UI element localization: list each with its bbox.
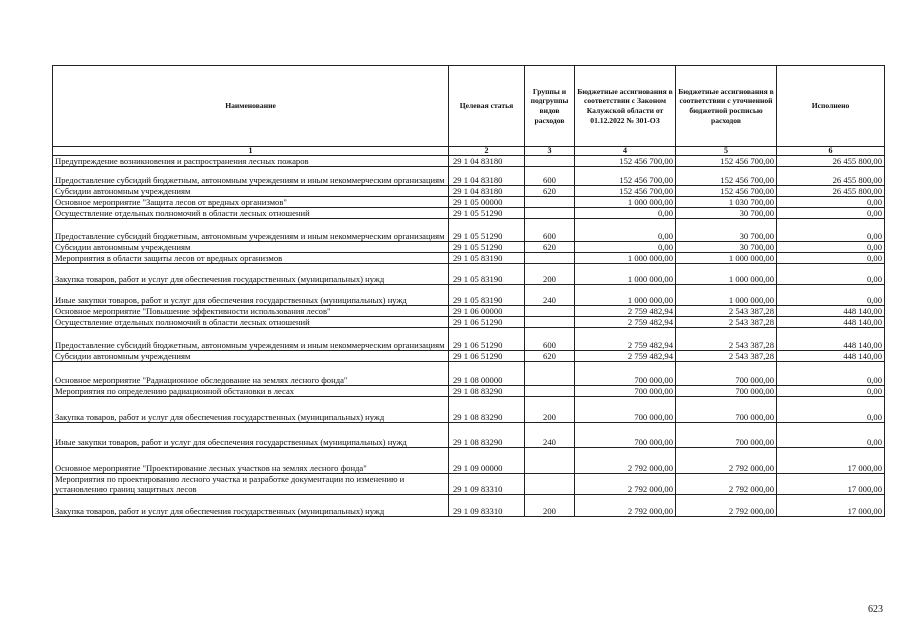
budget-table bbox=[52, 65, 885, 517]
row-target-article-cell: 29 1 09 83310 bbox=[449, 495, 525, 517]
row-executed-amount-cell: 0,00 bbox=[777, 386, 885, 397]
header-name: Наименование bbox=[53, 66, 449, 147]
table-row bbox=[53, 167, 885, 186]
row-law-amount-cell: 700 000,00 bbox=[575, 362, 676, 386]
row-target-article-cell: 29 1 05 51290 bbox=[449, 242, 525, 253]
table-row bbox=[53, 351, 885, 362]
row-name-cell: Закупка товаров, работ и услуг для обеспечения государственных (муниципальных) нужд bbox=[53, 495, 449, 517]
row-name-cell: Мероприятия по проектированию лесного участка и разработке документации по изменению и установлению границ защитных лесов bbox=[53, 474, 449, 495]
row-target-article-cell: 29 1 06 00000 bbox=[449, 306, 525, 317]
row-target-article-cell: 29 1 05 83190 bbox=[449, 264, 525, 285]
row-name-cell: Предоставление субсидий бюджетным, автономным учреждениям и иным некоммерческим организациям bbox=[53, 219, 449, 242]
row-refined-amount-cell: 152 456 700,00 bbox=[676, 186, 777, 197]
row-law-amount-cell: 2 759 482,94 bbox=[575, 317, 676, 328]
row-refined-amount-cell: 1 000 000,00 bbox=[676, 285, 777, 306]
row-expense-group-cell bbox=[525, 317, 575, 328]
row-name-cell: Основное мероприятие "Радиационное обследование на землях лесного фонда" bbox=[53, 362, 449, 386]
row-law-amount-cell: 0,00 bbox=[575, 208, 676, 219]
table-row bbox=[53, 242, 885, 253]
row-expense-group-cell: 600 bbox=[525, 328, 575, 351]
row-law-amount-cell: 152 456 700,00 bbox=[575, 167, 676, 186]
table-row bbox=[53, 197, 885, 208]
row-executed-amount-cell: 0,00 bbox=[777, 397, 885, 423]
row-law-amount-cell: 700 000,00 bbox=[575, 423, 676, 448]
table-row bbox=[53, 219, 885, 242]
table-row bbox=[53, 285, 885, 306]
row-expense-group-cell: 240 bbox=[525, 423, 575, 448]
table-row bbox=[53, 448, 885, 474]
row-expense-group-cell bbox=[525, 197, 575, 208]
header-target-article: Целевая статья bbox=[449, 66, 525, 147]
row-law-amount-cell: 2 792 000,00 bbox=[575, 495, 676, 517]
row-executed-amount-cell: 26 455 800,00 bbox=[777, 156, 885, 167]
row-expense-group-cell: 620 bbox=[525, 242, 575, 253]
row-law-amount-cell: 700 000,00 bbox=[575, 386, 676, 397]
table-body bbox=[53, 156, 885, 517]
row-name-cell: Основное мероприятие "Повышение эффективности использования лесов" bbox=[53, 306, 449, 317]
row-refined-amount-cell: 2 543 387,28 bbox=[676, 306, 777, 317]
row-refined-amount-cell: 152 456 700,00 bbox=[676, 156, 777, 167]
header-row bbox=[53, 66, 885, 147]
row-refined-amount-cell: 2 543 387,28 bbox=[676, 328, 777, 351]
row-law-amount-cell: 2 759 482,94 bbox=[575, 328, 676, 351]
row-expense-group-cell: 600 bbox=[525, 167, 575, 186]
row-name-cell: Предоставление субсидий бюджетным, автономным учреждениям и иным некоммерческим организациям bbox=[53, 328, 449, 351]
row-executed-amount-cell: 0,00 bbox=[777, 208, 885, 219]
row-executed-amount-cell: 448 140,00 bbox=[777, 317, 885, 328]
table-row bbox=[53, 156, 885, 167]
row-name-cell: Осуществление отдельных полномочий в области лесных отношений bbox=[53, 317, 449, 328]
row-refined-amount-cell: 700 000,00 bbox=[676, 397, 777, 423]
row-refined-amount-cell: 2 543 387,28 bbox=[676, 351, 777, 362]
table-row bbox=[53, 474, 885, 495]
row-refined-amount-cell: 700 000,00 bbox=[676, 386, 777, 397]
page-number: 623 bbox=[868, 604, 883, 615]
row-target-article-cell: 29 1 06 51290 bbox=[449, 317, 525, 328]
row-name-cell: Иные закупки товаров, работ и услуг для обеспечения государственных (муниципальных) нужд bbox=[53, 423, 449, 448]
column-number: 1 bbox=[53, 147, 449, 156]
row-target-article-cell: 29 1 09 00000 bbox=[449, 448, 525, 474]
row-expense-group-cell: 240 bbox=[525, 285, 575, 306]
row-law-amount-cell: 1 000 000,00 bbox=[575, 253, 676, 264]
table-row bbox=[53, 423, 885, 448]
row-executed-amount-cell: 0,00 bbox=[777, 423, 885, 448]
row-refined-amount-cell: 1 000 000,00 bbox=[676, 264, 777, 285]
header-expense-groups: Группы и подгруппы видов расходов bbox=[525, 66, 575, 147]
row-refined-amount-cell: 2 543 387,28 bbox=[676, 317, 777, 328]
row-law-amount-cell: 1 000 000,00 bbox=[575, 197, 676, 208]
row-name-cell: Субсидии автономным учреждениям bbox=[53, 351, 449, 362]
header-executed: Исполнено bbox=[777, 66, 885, 147]
table-row bbox=[53, 317, 885, 328]
row-target-article-cell: 29 1 04 83180 bbox=[449, 167, 525, 186]
row-executed-amount-cell: 17 000,00 bbox=[777, 474, 885, 495]
row-name-cell: Основное мероприятие "Проектирование лесных участков на землях лесного фонда" bbox=[53, 448, 449, 474]
row-executed-amount-cell: 0,00 bbox=[777, 219, 885, 242]
row-refined-amount-cell: 30 700,00 bbox=[676, 208, 777, 219]
column-number: 6 bbox=[777, 147, 885, 156]
column-number-row bbox=[53, 147, 885, 156]
row-target-article-cell: 29 1 04 83180 bbox=[449, 156, 525, 167]
row-refined-amount-cell: 700 000,00 bbox=[676, 362, 777, 386]
row-law-amount-cell: 152 456 700,00 bbox=[575, 156, 676, 167]
row-law-amount-cell: 2 792 000,00 bbox=[575, 448, 676, 474]
row-law-amount-cell: 2 792 000,00 bbox=[575, 474, 676, 495]
row-target-article-cell: 29 1 05 83190 bbox=[449, 285, 525, 306]
row-target-article-cell: 29 1 05 00000 bbox=[449, 197, 525, 208]
row-target-article-cell: 29 1 05 51290 bbox=[449, 219, 525, 242]
row-target-article-cell: 29 1 05 51290 bbox=[449, 208, 525, 219]
row-expense-group-cell bbox=[525, 156, 575, 167]
row-target-article-cell: 29 1 08 83290 bbox=[449, 397, 525, 423]
row-executed-amount-cell: 26 455 800,00 bbox=[777, 186, 885, 197]
row-executed-amount-cell: 17 000,00 bbox=[777, 448, 885, 474]
row-target-article-cell: 29 1 08 83290 bbox=[449, 386, 525, 397]
row-executed-amount-cell: 0,00 bbox=[777, 197, 885, 208]
row-target-article-cell: 29 1 05 83190 bbox=[449, 253, 525, 264]
row-expense-group-cell bbox=[525, 362, 575, 386]
row-law-amount-cell: 1 000 000,00 bbox=[575, 285, 676, 306]
row-expense-group-cell bbox=[525, 208, 575, 219]
column-number: 2 bbox=[449, 147, 525, 156]
row-executed-amount-cell: 0,00 bbox=[777, 253, 885, 264]
column-number: 5 bbox=[676, 147, 777, 156]
row-law-amount-cell: 700 000,00 bbox=[575, 397, 676, 423]
row-executed-amount-cell: 0,00 bbox=[777, 285, 885, 306]
row-expense-group-cell: 600 bbox=[525, 219, 575, 242]
row-law-amount-cell: 0,00 bbox=[575, 219, 676, 242]
row-refined-amount-cell: 30 700,00 bbox=[676, 242, 777, 253]
row-target-article-cell: 29 1 09 83310 bbox=[449, 474, 525, 495]
row-law-amount-cell: 152 456 700,00 bbox=[575, 186, 676, 197]
table-row bbox=[53, 186, 885, 197]
header-refined-allocations: Бюджетные ассигнования в соответствии с уточненной бюджетной росписью расходов bbox=[676, 66, 777, 147]
row-refined-amount-cell: 152 456 700,00 bbox=[676, 167, 777, 186]
row-law-amount-cell: 2 759 482,94 bbox=[575, 351, 676, 362]
row-expense-group-cell bbox=[525, 253, 575, 264]
row-law-amount-cell: 1 000 000,00 bbox=[575, 264, 676, 285]
row-executed-amount-cell: 0,00 bbox=[777, 264, 885, 285]
row-expense-group-cell: 200 bbox=[525, 264, 575, 285]
table-row bbox=[53, 208, 885, 219]
table-row bbox=[53, 306, 885, 317]
row-name-cell: Мероприятия в области защиты лесов от вредных организмов bbox=[53, 253, 449, 264]
row-refined-amount-cell: 2 792 000,00 bbox=[676, 474, 777, 495]
row-expense-group-cell: 620 bbox=[525, 186, 575, 197]
row-target-article-cell: 29 1 06 51290 bbox=[449, 328, 525, 351]
row-executed-amount-cell: 26 455 800,00 bbox=[777, 167, 885, 186]
row-name-cell: Субсидии автономным учреждениям bbox=[53, 186, 449, 197]
row-executed-amount-cell: 448 140,00 bbox=[777, 351, 885, 362]
row-target-article-cell: 29 1 06 51290 bbox=[449, 351, 525, 362]
row-target-article-cell: 29 1 04 83180 bbox=[449, 186, 525, 197]
row-name-cell: Предупреждение возникновения и распространения лесных пожаров bbox=[53, 156, 449, 167]
row-executed-amount-cell: 448 140,00 bbox=[777, 306, 885, 317]
row-expense-group-cell bbox=[525, 474, 575, 495]
row-refined-amount-cell: 700 000,00 bbox=[676, 423, 777, 448]
table-row bbox=[53, 495, 885, 517]
row-expense-group-cell: 200 bbox=[525, 495, 575, 517]
row-law-amount-cell: 2 759 482,94 bbox=[575, 306, 676, 317]
row-refined-amount-cell: 30 700,00 bbox=[676, 219, 777, 242]
row-executed-amount-cell: 0,00 bbox=[777, 362, 885, 386]
table-row bbox=[53, 264, 885, 285]
row-refined-amount-cell: 2 792 000,00 bbox=[676, 448, 777, 474]
header-law-allocations: Бюджетные ассигнования в соответствии с Законом Калужской области от 01.12.2022 № 301-ОЗ bbox=[575, 66, 676, 147]
row-name-cell: Закупка товаров, работ и услуг для обеспечения государственных (муниципальных) нужд bbox=[53, 264, 449, 285]
table-row bbox=[53, 253, 885, 264]
row-refined-amount-cell: 1 000 000,00 bbox=[676, 253, 777, 264]
row-name-cell: Мероприятия по определению радиационной обстановки в лесах bbox=[53, 386, 449, 397]
row-name-cell: Предоставление субсидий бюджетным, автономным учреждениям и иным некоммерческим организациям bbox=[53, 167, 449, 186]
row-name-cell: Закупка товаров, работ и услуг для обеспечения государственных (муниципальных) нужд bbox=[53, 397, 449, 423]
row-law-amount-cell: 0,00 bbox=[575, 242, 676, 253]
table-row bbox=[53, 397, 885, 423]
row-name-cell: Иные закупки товаров, работ и услуг для обеспечения государственных (муниципальных) нужд bbox=[53, 285, 449, 306]
row-expense-group-cell bbox=[525, 448, 575, 474]
row-expense-group-cell bbox=[525, 306, 575, 317]
row-expense-group-cell: 200 bbox=[525, 397, 575, 423]
row-name-cell: Субсидии автономным учреждениям bbox=[53, 242, 449, 253]
table-row bbox=[53, 362, 885, 386]
row-executed-amount-cell: 17 000,00 bbox=[777, 495, 885, 517]
table-row bbox=[53, 328, 885, 351]
row-name-cell: Основное мероприятие "Защита лесов от вредных организмов" bbox=[53, 197, 449, 208]
row-executed-amount-cell: 0,00 bbox=[777, 242, 885, 253]
row-name-cell: Осуществление отдельных полномочий в области лесных отношений bbox=[53, 208, 449, 219]
column-number: 4 bbox=[575, 147, 676, 156]
column-number: 3 bbox=[525, 147, 575, 156]
row-target-article-cell: 29 1 08 00000 bbox=[449, 362, 525, 386]
row-target-article-cell: 29 1 08 83290 bbox=[449, 423, 525, 448]
row-refined-amount-cell: 2 792 000,00 bbox=[676, 495, 777, 517]
row-refined-amount-cell: 1 030 700,00 bbox=[676, 197, 777, 208]
row-executed-amount-cell: 448 140,00 bbox=[777, 328, 885, 351]
row-expense-group-cell: 620 bbox=[525, 351, 575, 362]
row-expense-group-cell bbox=[525, 386, 575, 397]
table-row bbox=[53, 386, 885, 397]
